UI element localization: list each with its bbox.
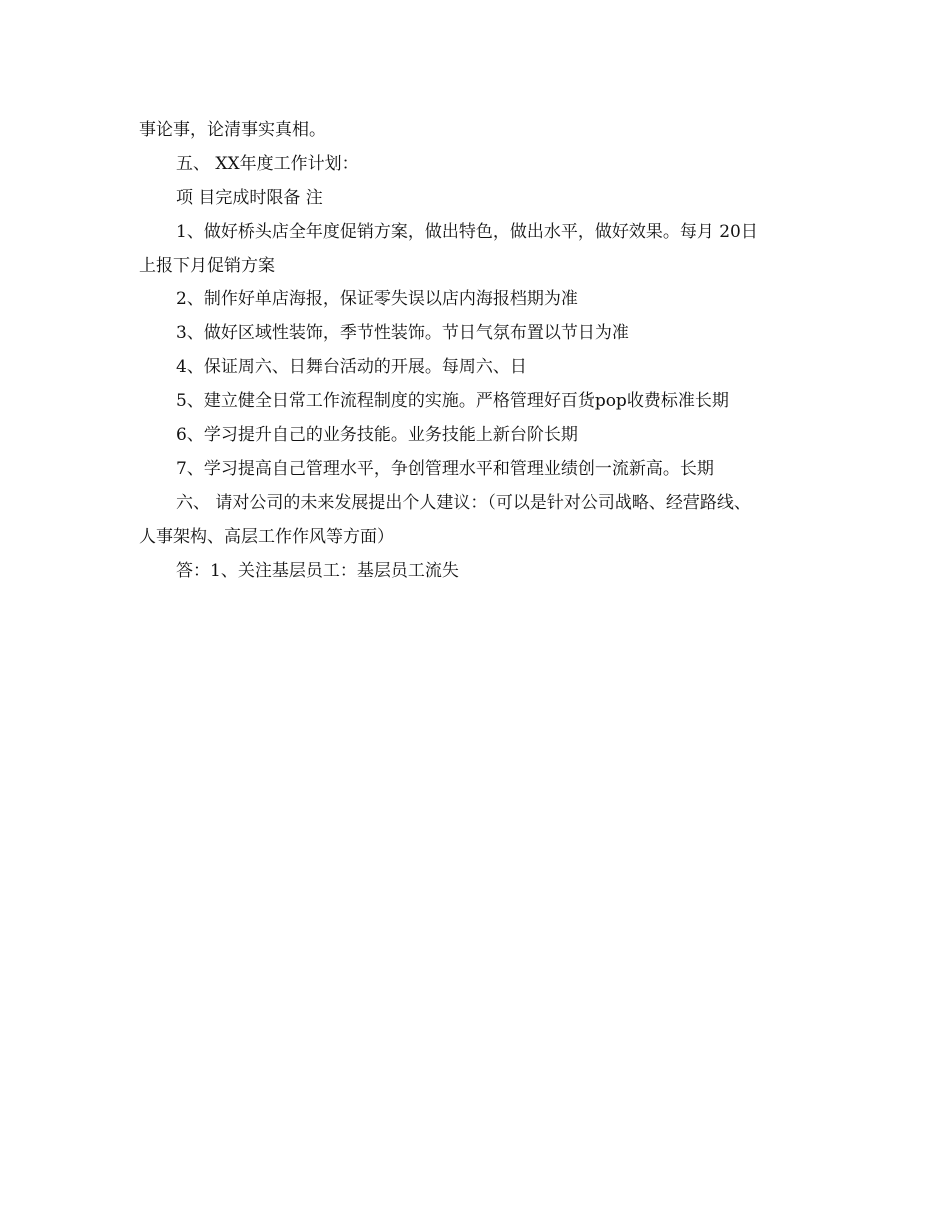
section-heading-annual-plan: 五、 XX年度工作计划： [176, 153, 359, 174]
plan-item-5: 5、建立健全日常工作流程制度的实施。严格管理好百货pop收费标准长期 [176, 391, 729, 412]
plan-item-2: 2、制作好单店海报，保证零失误以店内海报档期为准 [176, 289, 578, 310]
plan-item-1: 1、做好桥头店全年度促销方案，做出特色，做出水平，做好效果。每月 20日 [176, 221, 758, 242]
section-heading-suggestions: 六、 请对公司的未来发展提出个人建议：（可以是针对公司战略、经营路线、 [176, 492, 751, 513]
plan-item-6: 6、学习提升自己的业务技能。业务技能上新台阶长期 [176, 425, 578, 446]
plan-item-1-continuation: 上报下月促销方案 [139, 255, 275, 276]
text-line: 事论事，论清事实真相。 [139, 120, 326, 140]
plan-item-4: 4、保证周六、日舞台活动的开展。每周六、日 [176, 357, 527, 378]
section-heading-suggestions-continuation: 人事架构、高层工作作风等方面） [139, 526, 394, 547]
plan-item-3: 3、做好区域性装饰，季节性装饰。节日气氛布置以节日为准 [176, 323, 629, 344]
document-body [139, 114, 839, 588]
plan-item-7: 7、学习提高自己管理水平，争创管理水平和管理业绩创一流新高。长期 [176, 458, 714, 479]
answer-line: 答：1、关注基层员工：基层员工流失 [176, 560, 459, 581]
plan-table-header: 项 目完成时限备 注 [176, 187, 323, 208]
